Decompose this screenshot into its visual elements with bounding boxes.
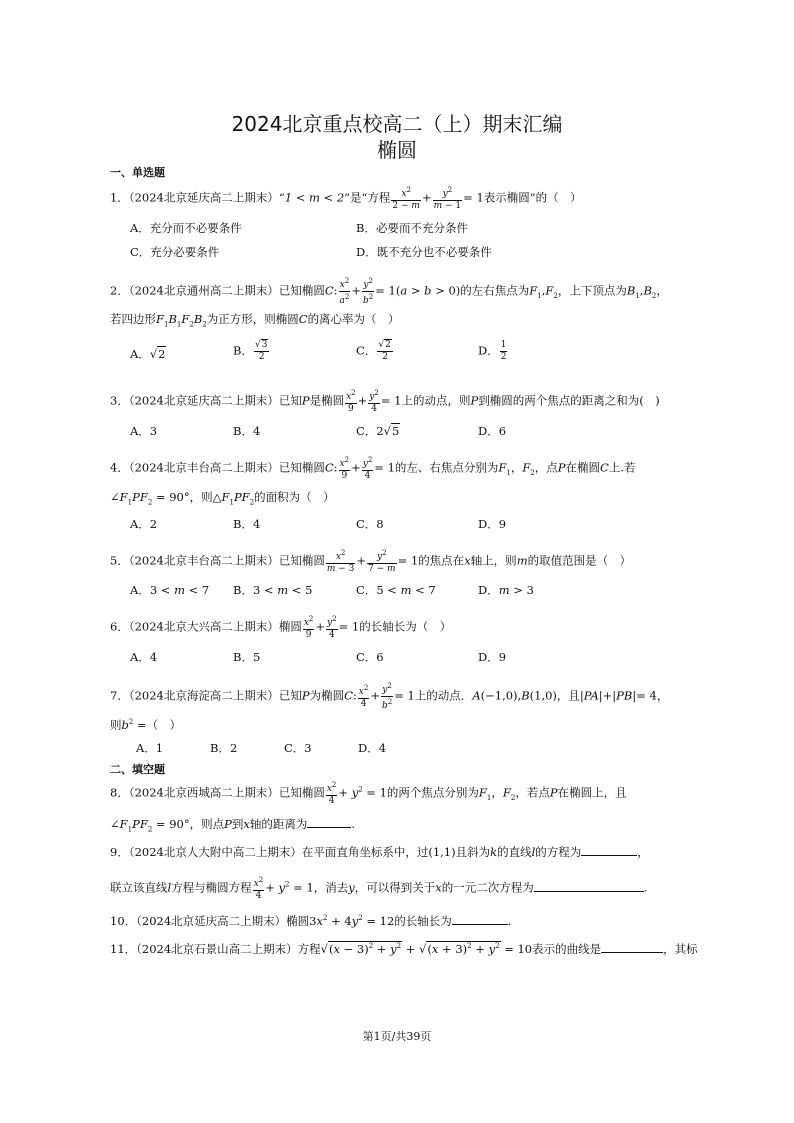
answer-blank[interactable] <box>534 879 644 892</box>
q1-option-c: C．充分必要条件 <box>130 245 220 259</box>
q7-option-b: B．2 <box>210 741 238 755</box>
q3-option-b: B．4 <box>233 424 261 438</box>
q7-option-d: D．4 <box>358 741 387 755</box>
question-6: 6．（2024北京大兴高二上期末）椭圆 $\frac{x^2}{9}$ + $\frac{y^2}{4}$ = 1的长轴长为（ ） <box>110 615 452 640</box>
answer-blank[interactable] <box>601 940 663 953</box>
question-5: 5．（2024北京丰台高二上期末）已知椭圆 $\frac{x^2}{m - 3}$ + $\frac{y^2}{7 - m}$ = 1的焦点在x轴上，则m的取值范围是（ ） <box>110 549 632 574</box>
q4-option-d: D．9 <box>478 517 507 531</box>
q3-option-a: A．3 <box>130 424 158 438</box>
question-1: 1．（2024北京延庆高二上期末）“1 < m < 2”是“方程 $\frac{x^2}{2 - m}$ + $\frac{y^2}{m - 1}$ = 1表示椭圆”的（ ） <box>110 186 582 211</box>
question-3: 3．（2024北京延庆高二上期末）已知P是椭圆 $\frac{x^2}{9}$ + $\frac{y^2}{4}$ = 1上的动点，则P到椭圆的两个焦点的距离之和为( ) <box>110 389 660 414</box>
page-footer: 第1页/共39页 <box>362 1030 432 1043</box>
q7-option-c: C．3 <box>284 741 312 755</box>
question-4: 4．（2024北京丰台高二上期末）已知椭圆C: $\frac{x^2}{9}$ + $\frac{y^2}{4}$ = 1的左、右焦点分别为$F_1$，$F_2$，点P在椭圆C上.若 <box>110 456 636 481</box>
section-heading-single-choice: 一、单选题 <box>110 166 165 179</box>
q1-option-b: B．必要而不充分条件 <box>356 221 468 235</box>
question-11: 11．（2024北京石景山高二上期末）方程$√(x - 3)^2 + y^2 + √(x + 3)^2 + y^2 = 10$表示的曲线是 ，其标 <box>110 941 698 956</box>
question-8-line-2: $\angle F_1PF_2 = 90^\circ$，则点P到x轴的距离为 . <box>110 817 356 834</box>
q6-option-a: A．4 <box>130 650 158 664</box>
answer-blank[interactable] <box>307 815 351 828</box>
q3-option-c: C．2√5 <box>356 424 400 438</box>
q2-option-d: D． $\frac{1}{2}$ <box>478 340 507 362</box>
document-title: 2024北京重点校高二（上）期末汇编 <box>231 112 563 136</box>
question-7: 7．（2024北京海淀高二上期末）已知P为椭圆C: $\frac{x^2}{4}$ + $\frac{y^2}{b^2}$ = 1上的动点．A(−1,0),B(1,0)，且|PA|+|PB|= 4， <box>110 682 669 711</box>
question-2-line-2: 若四边形$F_1B_1F_2B_2$为正方形，则椭圆C的离心率为（ ） <box>110 312 400 329</box>
q5-option-b: B．3 < m < 5 <box>233 583 313 597</box>
q2-option-c: C． $\frac{√2}{2}$ <box>356 340 391 362</box>
q2-option-a: A．√2 <box>130 347 166 361</box>
q1-option-a: A．充分而不必要条件 <box>130 221 242 235</box>
question-8: 8．（2024北京西城高二上期末）已知椭圆 $\frac{x^2}{4}$ + $y^2 = 1$的两个焦点分别为$F_1$，$F_2$，若点P在椭圆上，且 <box>110 781 627 806</box>
q6-option-c: C．6 <box>356 650 384 664</box>
question-2: 2．（2024北京通州高二上期末）已知椭圆C: $\frac{x^2}{a^2}$ + $\frac{y^2}{b^2}$ = 1(a > b > 0)的左右焦点为$F_1,F_2$，上下顶点为$B_1,B_2$， <box>110 277 668 306</box>
q7-option-a: A．1 <box>136 741 164 755</box>
q3-option-d: D．6 <box>478 424 507 438</box>
q4-option-c: C．8 <box>356 517 384 531</box>
q5-option-d: D．m > 3 <box>478 583 534 597</box>
question-9-line-2: 联立该直线l方程与椭圆方程 $\frac{x^2}{4}$ + $y^2 = 1$，消去y，可以得到关于x的一元二次方程为 . <box>110 876 648 901</box>
q5-option-a: A．3 < m < 7 <box>130 583 210 597</box>
question-7-line-2: 则$b^2$ =（ ） <box>110 717 182 732</box>
question-9: 9．（2024北京人大附中高二上期末）在平面直角坐标系中，过(1,1)且斜为k的直线l的方程为 ， <box>110 845 649 859</box>
q4-option-a: A．2 <box>130 517 158 531</box>
answer-blank[interactable] <box>452 912 508 925</box>
q6-option-d: D．9 <box>478 650 507 664</box>
question-4-line-2: $\angle F_1PF_2 = 90^\circ$，则$\triangle F_1PF_2$的面积为（ ） <box>110 490 335 507</box>
answer-blank[interactable] <box>581 843 637 856</box>
q4-option-b: B．4 <box>233 517 261 531</box>
q1-option-d: D．既不充分也不必要条件 <box>356 245 492 259</box>
q5-option-c: C．5 < m < 7 <box>356 583 436 597</box>
section-heading-fill-blank: 二、填空题 <box>110 763 165 776</box>
q6-option-b: B．5 <box>233 650 261 664</box>
document-subtitle: 椭圆 <box>377 138 417 162</box>
q2-option-b: B． $\frac{√3}{2}$ <box>233 340 268 362</box>
question-10: 10．（2024北京延庆高二上期末）椭圆$3x^2 + 4y^2 = 12$的长轴长为 . <box>110 913 512 928</box>
